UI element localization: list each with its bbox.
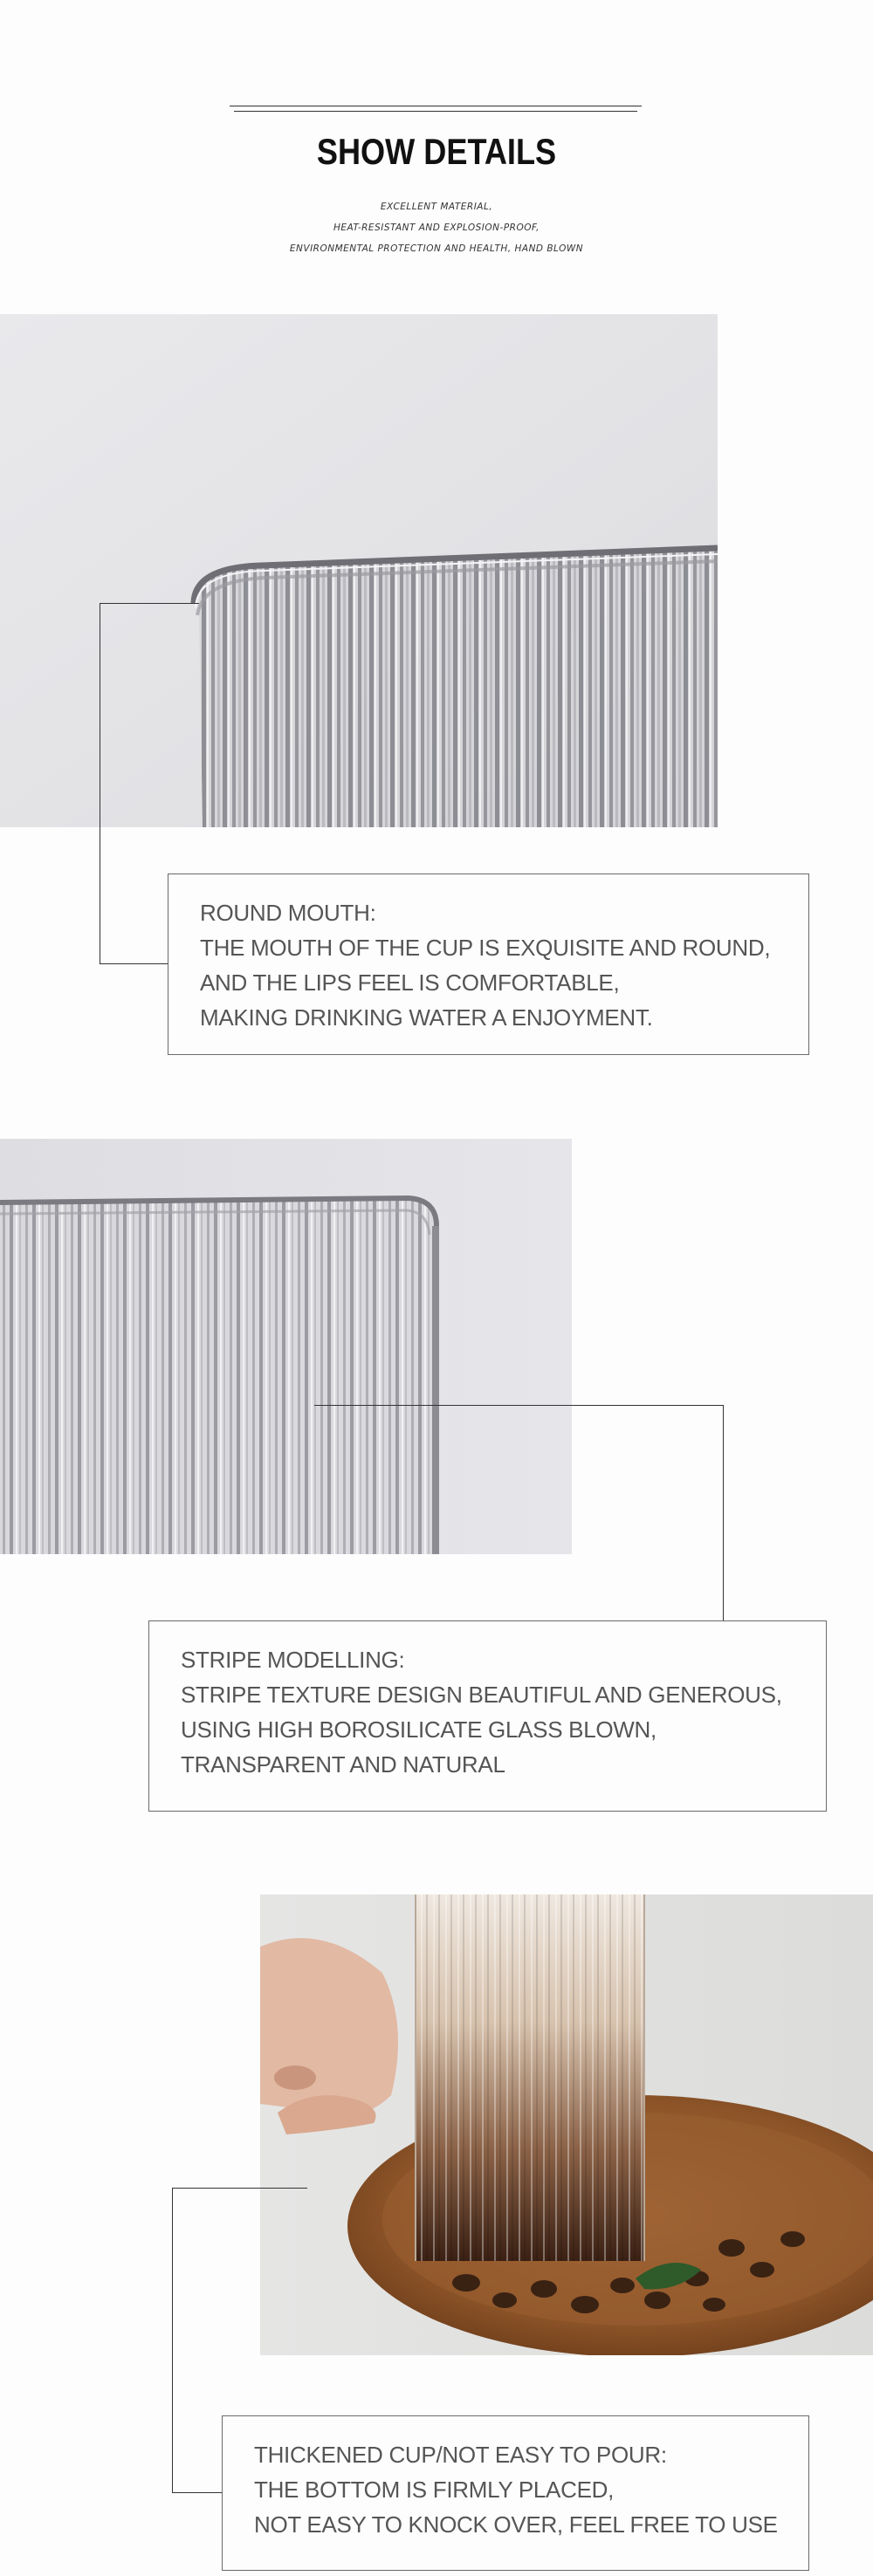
subtitle-line-2: HEAT-RESISTANT AND EXPLOSION-PROOF, xyxy=(333,223,540,233)
page-title: SHOW DETAILS xyxy=(316,131,557,172)
callout-3-connector-horizontal-bottom xyxy=(172,2492,222,2493)
header-rule-bottom xyxy=(234,111,637,112)
callout-1-connector-horizontal-top xyxy=(100,603,199,604)
feature-line: MAKING DRINKING WATER A ENJOYMENT. xyxy=(200,1004,653,1031)
callout-3-connector-horizontal-top xyxy=(172,2188,307,2189)
feature-heading: STRIPE MODELLING: xyxy=(181,1647,405,1673)
callout-2-connector-vertical xyxy=(723,1405,724,1621)
feature-line: THE MOUTH OF THE CUP IS EXQUISITE AND ROUND, xyxy=(200,935,771,961)
feature-line: NOT EASY TO KNOCK OVER, FEEL FREE TO USE xyxy=(254,2511,778,2538)
callout-3-connector-vertical xyxy=(172,2188,173,2493)
callout-1-connector-horizontal-bottom xyxy=(100,963,168,964)
feature-box-stripe-modelling xyxy=(148,1620,827,1812)
product-photo-coffee xyxy=(260,1894,873,2355)
feature-line: AND THE LIPS FEEL IS COMFORTABLE, xyxy=(200,969,620,996)
product-photo-stripes xyxy=(0,1139,572,1554)
feature-heading: ROUND MOUTH: xyxy=(200,900,376,926)
subtitle-line-3: ENVIRONMENTAL PROTECTION AND HEALTH, HAND BLOWN xyxy=(289,243,584,254)
feature-line: STRIPE TEXTURE DESIGN BEAUTIFUL AND GENEROUS, xyxy=(181,1682,782,1708)
product-photo-rim xyxy=(0,314,718,827)
feature-line: TRANSPARENT AND NATURAL xyxy=(181,1751,505,1778)
feature-heading: THICKENED CUP/NOT EASY TO POUR: xyxy=(254,2442,667,2468)
feature-line: USING HIGH BOROSILICATE GLASS BLOWN, xyxy=(181,1716,656,1743)
feature-box-round-mouth xyxy=(168,874,809,1055)
feature-line: THE BOTTOM IS FIRMLY PLACED, xyxy=(254,2477,615,2503)
callout-2-connector-horizontal-top xyxy=(314,1405,724,1406)
subtitle-line-1: EXCELLENT MATERIAL, xyxy=(380,202,493,212)
feature-box-thickened-cup xyxy=(222,2415,809,2571)
